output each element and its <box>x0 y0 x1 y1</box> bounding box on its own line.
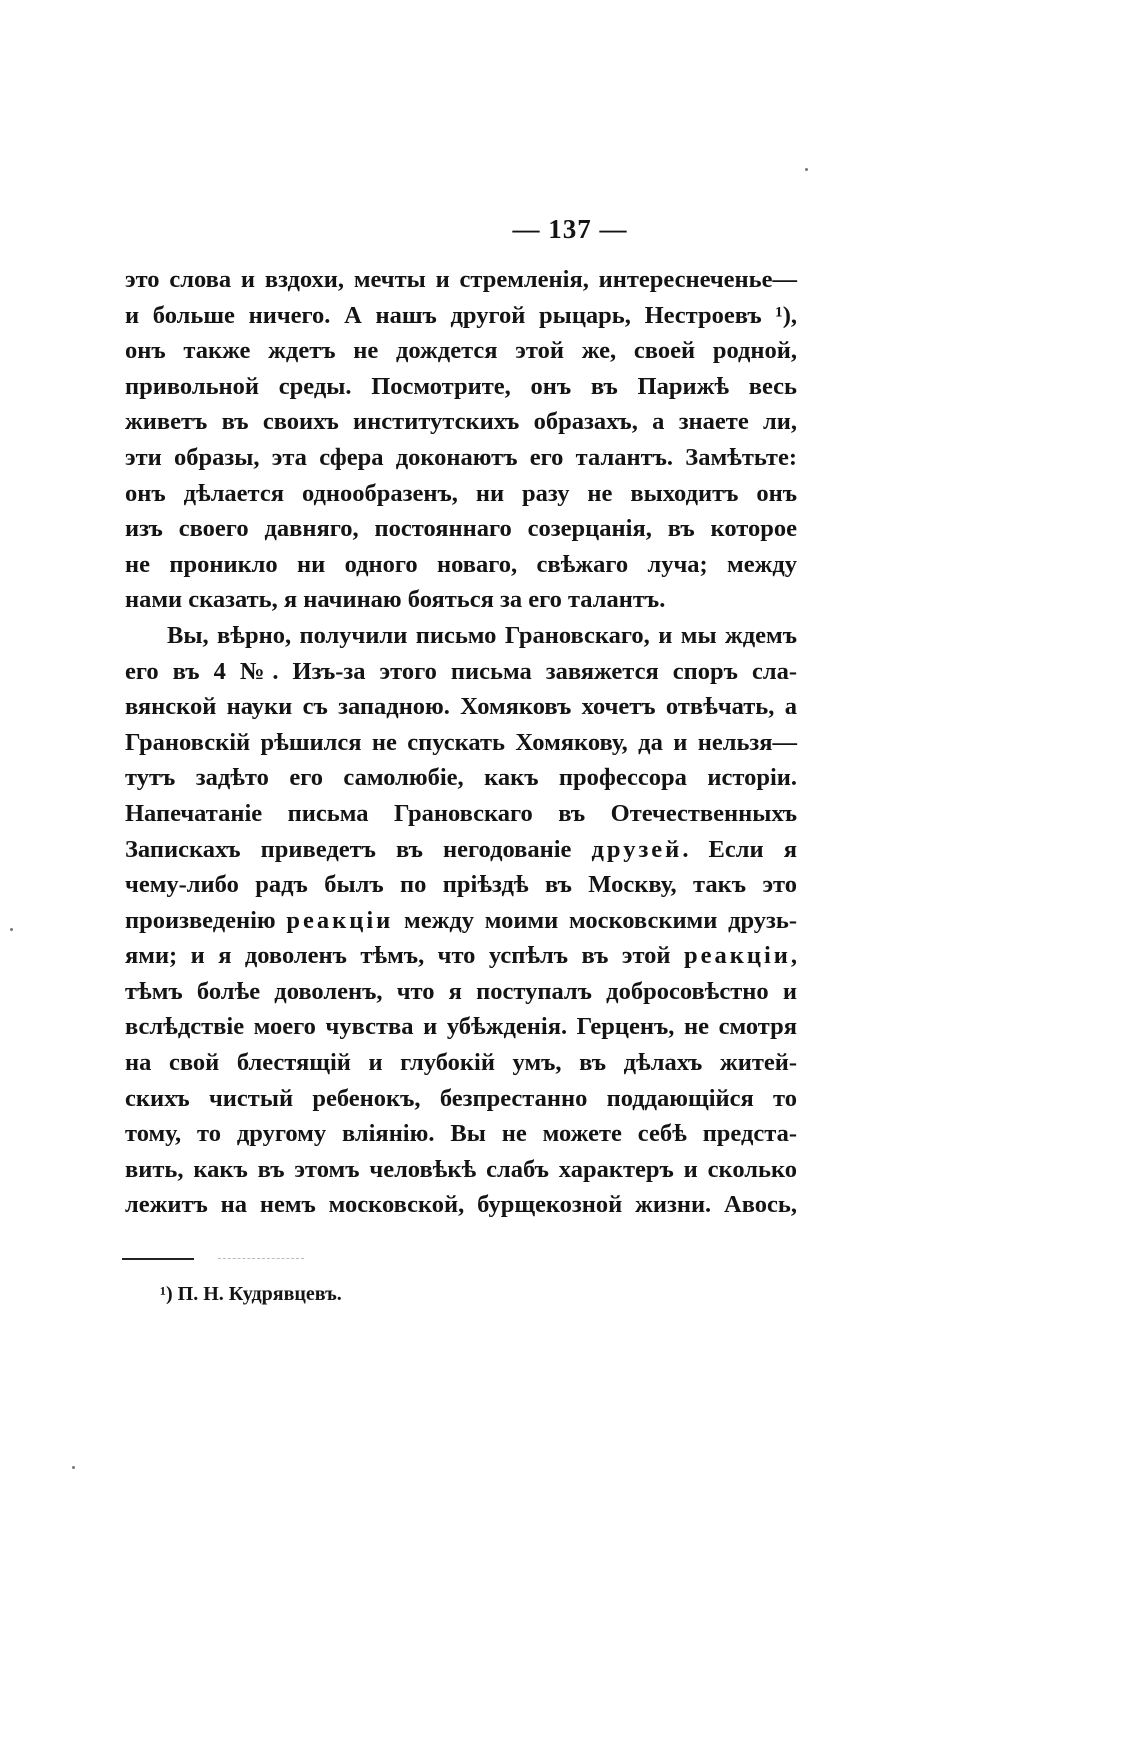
text-line: Напечатаніе письма Грановскаго въ Отечественныхъ <box>125 799 797 827</box>
footnote-divider-faint <box>218 1258 304 1259</box>
text-fragment: между моими московскими друзь- <box>393 906 797 934</box>
text-line: тутъ задѣто его самолюбіе, какъ профессора исторіи. <box>125 764 797 792</box>
text-line: онъ дѣлается однообразенъ, ни разу не выходитъ онъ <box>125 479 797 507</box>
text-line: и больше ничего. А нашъ другой рыцарь, Нестроевъ ¹), <box>125 301 797 329</box>
paper-speck <box>805 168 808 171</box>
footnote: ¹) П. Н. Кудрявцевъ. <box>160 1283 342 1305</box>
text-line: тѣмъ болѣе доволенъ, что я поступалъ добросовѣстно и <box>125 977 797 1005</box>
text-line: на свой блестящій и глубокій умъ, въ дѣлахъ житей- <box>125 1049 797 1077</box>
text-line: это слова и вздохи, мечты и стремленія, интереснеченье— <box>125 266 797 293</box>
text-line: скихъ чистый ребенокъ, безпрестанно поддающійся то <box>125 1084 797 1112</box>
text-line: вянской науки съ западною. Хомяковъ хочетъ отвѣчать, а <box>125 693 797 721</box>
text-line: не проникло ни одного новаго, свѣжаго луча; между <box>125 550 797 578</box>
text-line: его въ 4 №. Изъ-за этого письма завяжется споръ сла- <box>125 657 797 685</box>
text-fragment: произведенію <box>125 906 276 934</box>
spaced-word: реакціи <box>683 942 791 970</box>
text-fragment: ями; и я доволенъ тѣмъ, что успѣлъ въ этой <box>125 942 671 970</box>
text-line <box>125 938 797 974</box>
paper-speck <box>72 1466 75 1469</box>
text-line: лежитъ на немъ московской, бурщекозной жизни. Авось, <box>125 1191 797 1219</box>
text-fragment: . Если я <box>682 835 797 863</box>
page-number: — 137 — <box>512 214 628 244</box>
text-line: нами сказать, я начинаю бояться за его талантъ. <box>125 586 666 614</box>
paper-speck <box>10 928 13 931</box>
text-line: живетъ въ своихъ институтскихъ образахъ, а знаете ли, <box>125 408 797 436</box>
text-line <box>125 903 797 939</box>
text-line: онъ также ждетъ не дождется этой же, своей родной, <box>125 337 797 365</box>
spaced-word: друзей <box>591 835 683 863</box>
text-line: Вы, вѣрно, получили письмо Грановскаго, и мы ждемъ <box>167 621 797 649</box>
text-line: вслѣдствіе моего чувства и убѣжденія. Герценъ, не смотря <box>125 1013 797 1041</box>
text-line: привольной среды. Посмотрите, онъ въ Парижѣ весь <box>125 372 797 400</box>
spaced-word: реакціи <box>286 906 394 934</box>
text-line: вить, какъ въ этомъ человѣкѣ слабъ характеръ и сколько <box>125 1155 797 1183</box>
text-line: эти образы, эта сфера доконаютъ его талантъ. Замѣтьте: <box>125 443 797 471</box>
text-fragment: , <box>790 942 797 970</box>
text-fragment: Запискахъ приведетъ въ негодованіе <box>125 835 572 863</box>
footnote-divider <box>122 1258 194 1260</box>
text-line <box>125 832 797 868</box>
body-text <box>125 262 797 1223</box>
text-line: Грановскій рѣшился не спускать Хомякову, да и нельзя— <box>125 728 797 756</box>
text-line: чему-либо радъ былъ по пріѣздѣ въ Москву, такъ это <box>125 871 797 899</box>
text-line: тому, то другому вліянію. Вы не можете себѣ предста- <box>125 1120 797 1148</box>
text-line: изъ своего давняго, постояннаго созерцанія, въ которое <box>125 515 797 543</box>
